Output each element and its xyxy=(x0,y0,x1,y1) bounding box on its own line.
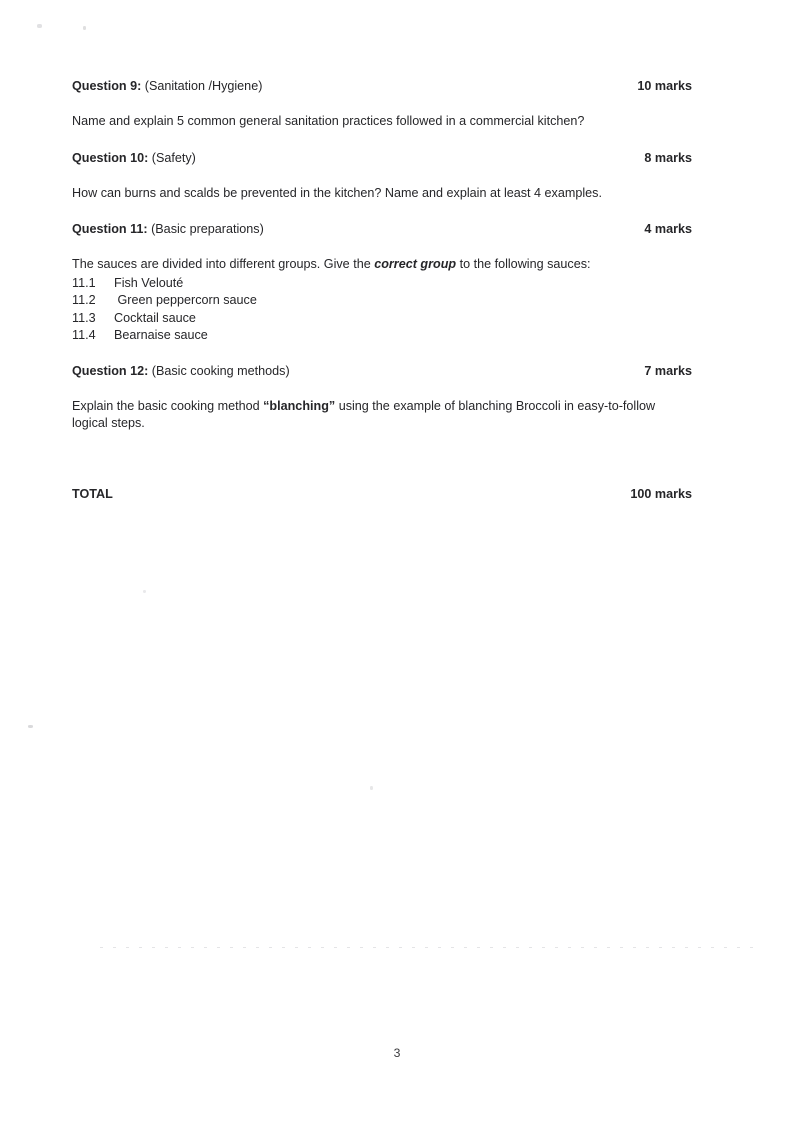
question-title-12 xyxy=(72,363,290,380)
question-body-12-pre: Explain the basic cooking method xyxy=(72,398,264,413)
page-number: 3 xyxy=(393,1046,401,1060)
question-header-11 xyxy=(72,221,692,238)
question-marks-10: 8 marks xyxy=(644,150,692,165)
question-marks-12: 7 marks xyxy=(644,363,692,378)
list-item xyxy=(72,327,692,345)
scan-speck xyxy=(28,725,33,728)
total-row xyxy=(72,486,692,503)
list-item-text: Bearnaise sauce xyxy=(114,328,208,343)
scan-line-artifact xyxy=(100,947,760,948)
question-body-9: Name and explain 5 common general sanitation practices followed in a commercial kitchen? xyxy=(72,114,585,128)
question-title-9 xyxy=(72,78,262,95)
question-body-10: How can burns and scalds be prevented in the kitchen? Name and explain at least 4 examples. xyxy=(72,185,602,200)
question-title-11 xyxy=(72,221,264,238)
list-item-text: Cocktail sauce xyxy=(114,310,196,325)
question-header-9 xyxy=(72,78,692,95)
question-topic-11: (Basic preparations) xyxy=(147,222,264,236)
question-label-9: Question 9: xyxy=(72,79,142,93)
question-body-11-post: to the following sauces: xyxy=(456,257,591,271)
question-topic-12: (Basic cooking methods) xyxy=(148,363,290,378)
sauce-list xyxy=(72,275,692,345)
list-item-number: 11.4 xyxy=(72,328,96,343)
scan-speck xyxy=(370,786,373,790)
list-item-number: 11.3 xyxy=(72,310,96,325)
question-header-10 xyxy=(72,150,692,167)
total-marks: 100 marks xyxy=(630,486,692,501)
list-item xyxy=(72,275,692,293)
question-body-11-emphasis: correct group xyxy=(374,257,457,271)
list-item-number: 11.2 xyxy=(72,293,96,308)
list-item xyxy=(72,310,692,328)
list-item-number: 11.1 xyxy=(72,275,96,290)
question-marks-11: 4 marks xyxy=(644,222,692,236)
question-body-12-emphasis: “blanching” xyxy=(263,398,336,413)
question-header-12 xyxy=(72,363,692,380)
total-label: TOTAL xyxy=(72,486,113,501)
scan-speck xyxy=(143,590,146,593)
question-label-12: Question 12: xyxy=(72,363,149,378)
question-topic-9: (Sanitation /Hygiene) xyxy=(141,79,263,93)
question-title-10 xyxy=(72,150,196,167)
question-body-11-pre: The sauces are divided into different groups. Give the xyxy=(72,257,375,271)
exam-content xyxy=(72,78,692,503)
question-body-11 xyxy=(72,256,692,274)
question-body-12-post: using the example of blanching Broccoli in easy-to-follow logical steps. xyxy=(72,398,656,431)
list-item-text: Fish Velouté xyxy=(114,275,184,290)
scan-speck xyxy=(83,26,86,30)
question-label-11: Question 11: xyxy=(72,222,148,236)
question-marks-9: 10 marks xyxy=(637,79,692,93)
question-topic-10: (Safety) xyxy=(148,150,196,165)
scan-speck xyxy=(37,24,42,28)
list-item xyxy=(72,292,692,310)
question-body-12 xyxy=(72,398,692,433)
question-label-10: Question 10: xyxy=(72,150,149,165)
list-item-text: Green peppercorn sauce xyxy=(114,293,257,308)
